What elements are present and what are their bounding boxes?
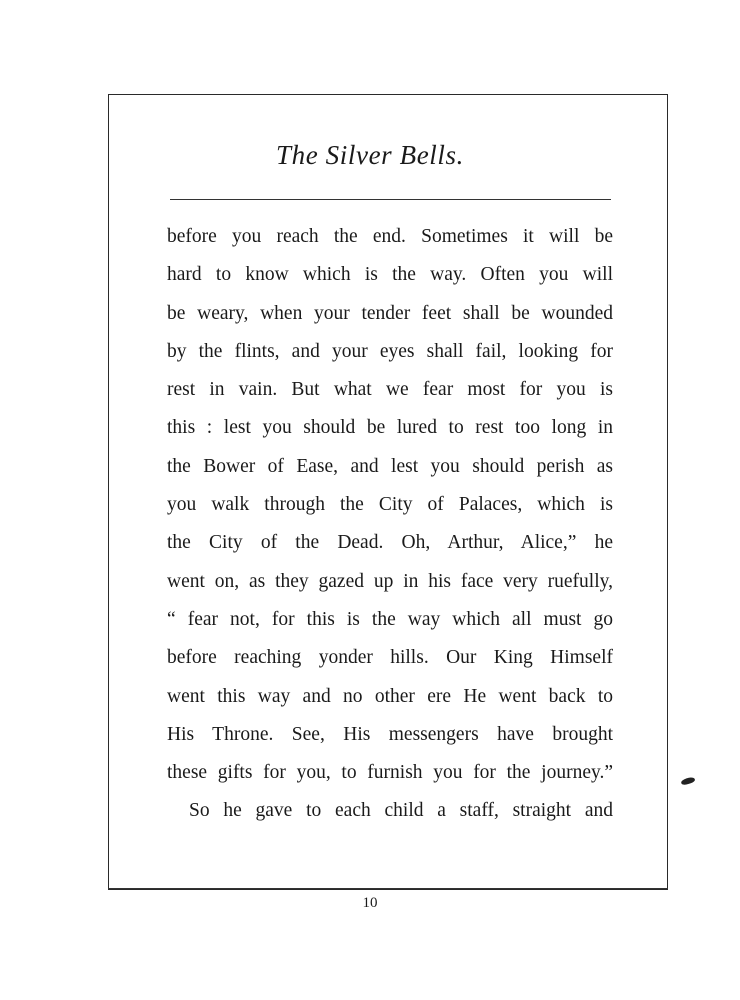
text-line: before reaching yonder hills. Our King Himself bbox=[167, 647, 613, 669]
title-rule bbox=[170, 199, 611, 200]
text-line: these gifts for you, to furnish you for the journey.” bbox=[167, 762, 613, 784]
text-line: be weary, when your tender feet shall be wounded bbox=[167, 302, 613, 324]
text-line: before you reach the end. Sometimes it will be bbox=[167, 226, 613, 247]
text-line: the City of the Dead. Oh, Arthur, Alice,” he bbox=[167, 532, 613, 554]
text-line: you walk through the City of Palaces, which is bbox=[167, 494, 613, 516]
ink-speck bbox=[680, 776, 695, 786]
text-line: “ fear not, for this is the way which all must go bbox=[167, 608, 613, 630]
body-text bbox=[167, 218, 613, 831]
text-line: this : lest you should be lured to rest too long in bbox=[167, 417, 613, 439]
text-line: His Throne. See, His messengers have brought bbox=[167, 723, 613, 745]
text-line: went this way and no other ere He went back to bbox=[167, 685, 613, 707]
text-line: the Bower of Ease, and lest you should perish as bbox=[167, 455, 613, 477]
text-line: by the flints, and your eyes shall fail, looking for bbox=[167, 340, 613, 362]
text-line: went on, as they gazed up in his face very ruefully, bbox=[167, 570, 613, 592]
text-line-indented: So he gave to each child a staff, straight and bbox=[189, 800, 613, 822]
bottom-rule bbox=[108, 888, 668, 889]
text-line: hard to know which is the way. Often you will bbox=[167, 264, 613, 286]
running-title: The Silver Bells. bbox=[276, 140, 464, 170]
page-number: 10 bbox=[362, 895, 378, 911]
text-line: rest in vain. But what we fear most for you is bbox=[167, 379, 613, 401]
